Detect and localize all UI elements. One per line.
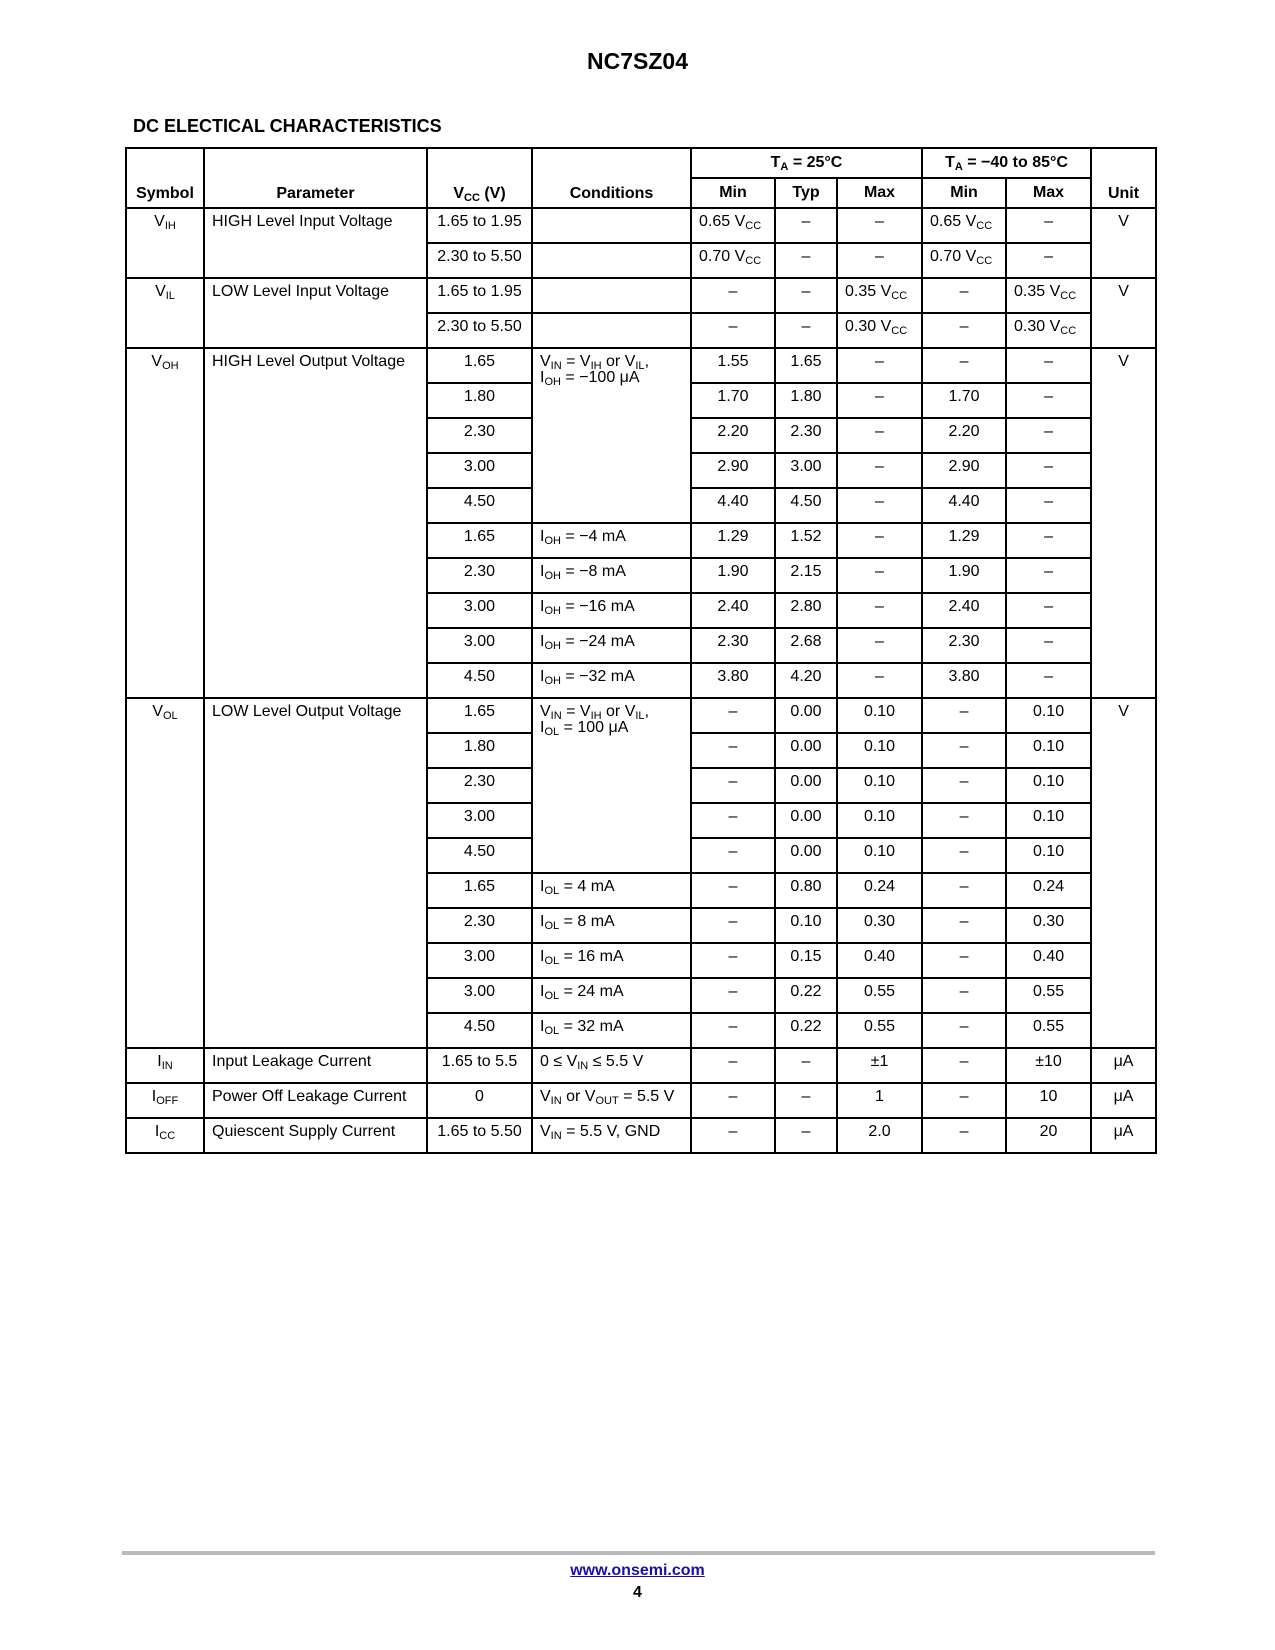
cell-max-range: 0.10 (1006, 698, 1091, 733)
table-row (126, 1083, 1156, 1118)
cell-typ-25c: 2.30 (775, 418, 837, 453)
cell-conditions: $V_{IN}$ or $V_{OUT} = 5.5$ V (532, 1083, 691, 1118)
cell-conditions: $I_{OL} = 16$ mA (532, 943, 691, 978)
cell-conditions (532, 243, 691, 278)
header-ta-25c: $T_A = 25^\circ C$ (691, 148, 922, 178)
cell-min-range: 2.90 (922, 453, 1006, 488)
cell-min-range: – (922, 908, 1006, 943)
cell-conditions: $I_{OH} = -32$ mA (532, 663, 691, 698)
cell-vcc: 1.65 to 5.50 (427, 1118, 532, 1153)
cell-min-25c: 2.40 (691, 593, 775, 628)
cell-min-range: – (922, 838, 1006, 873)
cell-max-25c: – (837, 243, 922, 278)
cell-max-25c: 0.30 (837, 908, 922, 943)
header-parameter: Parameter (204, 148, 427, 208)
cell-conditions (532, 278, 691, 313)
cell-min-range: – (922, 1048, 1006, 1083)
cell-typ-25c: 0.15 (775, 943, 837, 978)
cell-min-range: 2.40 (922, 593, 1006, 628)
cell-symbol: $V_{IH}$ (126, 208, 204, 278)
table-body (126, 208, 1156, 1153)
cell-typ-25c: – (775, 1083, 837, 1118)
cell-min-range: – (922, 348, 1006, 383)
cell-vcc: 3.00 (427, 943, 532, 978)
cell-min-range: – (922, 698, 1006, 733)
cell-unit: μA (1091, 1118, 1156, 1153)
cell-symbol: $I_{OFF}$ (126, 1083, 204, 1118)
cell-min-range: 3.80 (922, 663, 1006, 698)
cell-min-25c: – (691, 1048, 775, 1083)
cell-vcc: 1.65 (427, 523, 532, 558)
cell-min-range: – (922, 1083, 1006, 1118)
cell-min-range: – (922, 943, 1006, 978)
cell-max-range: 0.35 $V_{CC}$ (1006, 278, 1091, 313)
cell-min-25c: 1.55 (691, 348, 775, 383)
cell-typ-25c: 0.00 (775, 838, 837, 873)
cell-max-range: – (1006, 243, 1091, 278)
cell-vcc: 2.30 to 5.50 (427, 243, 532, 278)
cell-vcc: 1.80 (427, 383, 532, 418)
cell-max-25c: 0.10 (837, 768, 922, 803)
cell-vcc: 1.80 (427, 733, 532, 768)
header-vcc: $V_{CC}$ (V) (427, 148, 532, 208)
cell-max-25c: – (837, 663, 922, 698)
cell-symbol: $I_{IN}$ (126, 1048, 204, 1083)
cell-parameter: HIGH Level Input Voltage (204, 208, 427, 278)
cell-conditions (532, 208, 691, 243)
cell-vcc: 4.50 (427, 838, 532, 873)
cell-min-range: 1.29 (922, 523, 1006, 558)
cell-min-range: 0.65 $V_{CC}$ (922, 208, 1006, 243)
cell-max-range: 0.55 (1006, 978, 1091, 1013)
footer-divider (122, 1551, 1155, 1555)
table-header (126, 148, 1156, 208)
cell-unit: μA (1091, 1048, 1156, 1083)
cell-typ-25c: 1.52 (775, 523, 837, 558)
cell-min-range: – (922, 873, 1006, 908)
cell-conditions: $I_{OH} = -8$ mA (532, 558, 691, 593)
section-title: DC ELECTICAL CHARACTERISTICS (133, 116, 442, 136)
cell-vcc: 1.65 (427, 698, 532, 733)
header-typ-25c: Typ (775, 178, 837, 208)
cell-parameter: Input Leakage Current (204, 1048, 427, 1083)
cell-conditions: $I_{OH} = -4$ mA (532, 523, 691, 558)
cell-unit: V (1091, 278, 1156, 348)
cell-max-range: – (1006, 453, 1091, 488)
cell-min-range: – (922, 803, 1006, 838)
cell-unit: V (1091, 348, 1156, 698)
cell-max-range: 0.30 (1006, 908, 1091, 943)
cell-typ-25c: – (775, 208, 837, 243)
cell-max-25c: 0.10 (837, 803, 922, 838)
cell-max-25c: – (837, 208, 922, 243)
document-title: NC7SZ04 (587, 48, 688, 74)
header-min-range: Min (922, 178, 1006, 208)
cell-min-25c: – (691, 1118, 775, 1153)
header-ta-range: $T_A = -40$ to 85°C (922, 148, 1091, 178)
cell-min-25c: 0.70 $V_{CC}$ (691, 243, 775, 278)
cell-max-25c: 1 (837, 1083, 922, 1118)
header-max-range: Max (1006, 178, 1091, 208)
cell-vcc: 1.65 (427, 873, 532, 908)
cell-min-25c: – (691, 1083, 775, 1118)
cell-min-range: – (922, 278, 1006, 313)
cell-min-25c: – (691, 838, 775, 873)
cell-max-range: 0.55 (1006, 1013, 1091, 1048)
cell-min-25c: – (691, 768, 775, 803)
cell-vcc: 1.65 (427, 348, 532, 383)
cell-unit: V (1091, 208, 1156, 278)
cell-max-range: – (1006, 663, 1091, 698)
cell-min-range: – (922, 768, 1006, 803)
cell-min-25c: – (691, 698, 775, 733)
cell-min-range: 2.30 (922, 628, 1006, 663)
cell-parameter: Quiescent Supply Current (204, 1118, 427, 1153)
cell-symbol: $V_{IL}$ (126, 278, 204, 348)
cell-typ-25c: 0.00 (775, 733, 837, 768)
cell-min-range: 2.20 (922, 418, 1006, 453)
cell-min-range: 4.40 (922, 488, 1006, 523)
cell-conditions: $V_{IN} = V_{IH}$ or $V_{IL}$, $I_{OL} = 100$ μA (532, 698, 691, 873)
cell-max-25c: – (837, 418, 922, 453)
cell-max-range: – (1006, 593, 1091, 628)
cell-max-25c: – (837, 628, 922, 663)
cell-min-25c: 4.40 (691, 488, 775, 523)
cell-typ-25c: – (775, 1048, 837, 1083)
cell-min-25c: 0.65 $V_{CC}$ (691, 208, 775, 243)
cell-conditions (532, 313, 691, 348)
cell-vcc: 4.50 (427, 488, 532, 523)
cell-max-25c: – (837, 348, 922, 383)
cell-min-25c: – (691, 908, 775, 943)
cell-max-range: ±10 (1006, 1048, 1091, 1083)
cell-vcc: 4.50 (427, 663, 532, 698)
header-symbol: Symbol (126, 148, 204, 208)
cell-max-25c: 0.55 (837, 1013, 922, 1048)
cell-min-25c: – (691, 978, 775, 1013)
header-conditions: Conditions (532, 148, 691, 208)
cell-max-25c: 0.40 (837, 943, 922, 978)
cell-typ-25c: 1.65 (775, 348, 837, 383)
cell-min-25c: – (691, 1013, 775, 1048)
cell-typ-25c: 0.00 (775, 698, 837, 733)
cell-vcc: 1.65 to 5.5 (427, 1048, 532, 1083)
cell-min-25c: 3.80 (691, 663, 775, 698)
cell-symbol: $I_{CC}$ (126, 1118, 204, 1153)
cell-vcc: 2.30 (427, 558, 532, 593)
cell-min-25c: 1.29 (691, 523, 775, 558)
cell-conditions: $I_{OL} = 8$ mA (532, 908, 691, 943)
cell-symbol: $V_{OH}$ (126, 348, 204, 698)
cell-min-25c: – (691, 873, 775, 908)
cell-min-range: – (922, 978, 1006, 1013)
cell-max-range: 0.24 (1006, 873, 1091, 908)
cell-conditions: $0 \le V_{IN} \le 5.5$ V (532, 1048, 691, 1083)
cell-max-25c: ±1 (837, 1048, 922, 1083)
cell-typ-25c: 0.22 (775, 978, 837, 1013)
cell-typ-25c: 1.80 (775, 383, 837, 418)
cell-max-25c: 0.10 (837, 698, 922, 733)
cell-max-range: – (1006, 558, 1091, 593)
cell-max-25c: 0.55 (837, 978, 922, 1013)
cell-vcc: 2.30 (427, 418, 532, 453)
table-row (126, 1118, 1156, 1153)
cell-max-range: – (1006, 348, 1091, 383)
cell-max-range: 10 (1006, 1083, 1091, 1118)
cell-min-25c: – (691, 803, 775, 838)
table-row (126, 278, 1156, 313)
cell-min-25c: 2.30 (691, 628, 775, 663)
cell-min-range: 1.90 (922, 558, 1006, 593)
cell-max-range: – (1006, 208, 1091, 243)
cell-max-range: 20 (1006, 1118, 1091, 1153)
cell-max-range: – (1006, 383, 1091, 418)
cell-min-25c: 2.20 (691, 418, 775, 453)
cell-min-range: – (922, 313, 1006, 348)
cell-vcc: 1.65 to 1.95 (427, 278, 532, 313)
dc-characteristics-table (125, 147, 1157, 1154)
cell-max-range: 0.10 (1006, 768, 1091, 803)
cell-typ-25c: 0.10 (775, 908, 837, 943)
cell-min-25c: 2.90 (691, 453, 775, 488)
table-row (126, 1048, 1156, 1083)
cell-typ-25c: 0.00 (775, 768, 837, 803)
cell-vcc: 2.30 to 5.50 (427, 313, 532, 348)
cell-typ-25c: 3.00 (775, 453, 837, 488)
cell-typ-25c: – (775, 243, 837, 278)
cell-vcc: 2.30 (427, 908, 532, 943)
cell-typ-25c: 4.50 (775, 488, 837, 523)
cell-typ-25c: 2.68 (775, 628, 837, 663)
cell-min-25c: – (691, 313, 775, 348)
cell-max-range: 0.10 (1006, 838, 1091, 873)
cell-typ-25c: 0.22 (775, 1013, 837, 1048)
cell-max-range: 0.40 (1006, 943, 1091, 978)
cell-min-25c: – (691, 278, 775, 313)
cell-max-range: 0.30 $V_{CC}$ (1006, 313, 1091, 348)
cell-min-25c: 1.70 (691, 383, 775, 418)
cell-min-25c: 1.90 (691, 558, 775, 593)
cell-conditions: $I_{OL} = 4$ mA (532, 873, 691, 908)
cell-symbol: $V_{OL}$ (126, 698, 204, 1048)
cell-conditions: $V_{IN} = V_{IH}$ or $V_{IL}$, $I_{OH} = -100$ μA (532, 348, 691, 523)
table-row (126, 698, 1156, 733)
cell-max-25c: – (837, 558, 922, 593)
cell-typ-25c: 2.80 (775, 593, 837, 628)
cell-max-25c: – (837, 488, 922, 523)
cell-typ-25c: – (775, 1118, 837, 1153)
cell-max-range: – (1006, 523, 1091, 558)
header-max-25c: Max (837, 178, 922, 208)
cell-vcc: 3.00 (427, 803, 532, 838)
cell-max-25c: 0.24 (837, 873, 922, 908)
header-min-25c: Min (691, 178, 775, 208)
cell-vcc: 3.00 (427, 593, 532, 628)
cell-min-range: – (922, 1013, 1006, 1048)
cell-min-range: 0.70 $V_{CC}$ (922, 243, 1006, 278)
cell-vcc: 2.30 (427, 768, 532, 803)
cell-vcc: 3.00 (427, 453, 532, 488)
cell-typ-25c: – (775, 313, 837, 348)
cell-min-range: 1.70 (922, 383, 1006, 418)
cell-max-25c: – (837, 593, 922, 628)
cell-typ-25c: 2.15 (775, 558, 837, 593)
cell-max-25c: – (837, 383, 922, 418)
cell-min-range: – (922, 1118, 1006, 1153)
cell-conditions: $I_{OL} = 32$ mA (532, 1013, 691, 1048)
cell-vcc: 4.50 (427, 1013, 532, 1048)
page-number: 4 (633, 1584, 642, 1601)
cell-parameter: LOW Level Input Voltage (204, 278, 427, 348)
cell-unit: μA (1091, 1083, 1156, 1118)
cell-typ-25c: 4.20 (775, 663, 837, 698)
cell-max-25c: 0.10 (837, 733, 922, 768)
cell-vcc: 3.00 (427, 628, 532, 663)
cell-max-range: – (1006, 488, 1091, 523)
cell-min-25c: – (691, 943, 775, 978)
cell-typ-25c: – (775, 278, 837, 313)
cell-min-25c: – (691, 733, 775, 768)
cell-max-range: – (1006, 628, 1091, 663)
cell-max-range: 0.10 (1006, 803, 1091, 838)
cell-max-25c: – (837, 453, 922, 488)
cell-typ-25c: 0.00 (775, 803, 837, 838)
cell-vcc: 3.00 (427, 978, 532, 1013)
cell-parameter: Power Off Leakage Current (204, 1083, 427, 1118)
cell-max-25c: 2.0 (837, 1118, 922, 1153)
cell-min-range: – (922, 733, 1006, 768)
cell-vcc: 1.65 to 1.95 (427, 208, 532, 243)
footer-website-link[interactable]: www.onsemi.com (570, 1562, 705, 1579)
table-row (126, 208, 1156, 243)
table-row (126, 348, 1156, 383)
cell-conditions: $V_{IN} = 5.5$ V, GND (532, 1118, 691, 1153)
cell-max-25c: 0.10 (837, 838, 922, 873)
cell-conditions: $I_{OL} = 24$ mA (532, 978, 691, 1013)
cell-max-25c: – (837, 523, 922, 558)
cell-max-range: – (1006, 418, 1091, 453)
cell-typ-25c: 0.80 (775, 873, 837, 908)
cell-unit: V (1091, 698, 1156, 1048)
cell-max-range: 0.10 (1006, 733, 1091, 768)
cell-max-25c: 0.30 $V_{CC}$ (837, 313, 922, 348)
cell-conditions: $I_{OH} = -16$ mA (532, 593, 691, 628)
cell-conditions: $I_{OH} = -24$ mA (532, 628, 691, 663)
cell-max-25c: 0.35 $V_{CC}$ (837, 278, 922, 313)
cell-vcc: 0 (427, 1083, 532, 1118)
cell-parameter: HIGH Level Output Voltage (204, 348, 427, 698)
header-unit: Unit (1091, 148, 1156, 208)
cell-parameter: LOW Level Output Voltage (204, 698, 427, 1048)
